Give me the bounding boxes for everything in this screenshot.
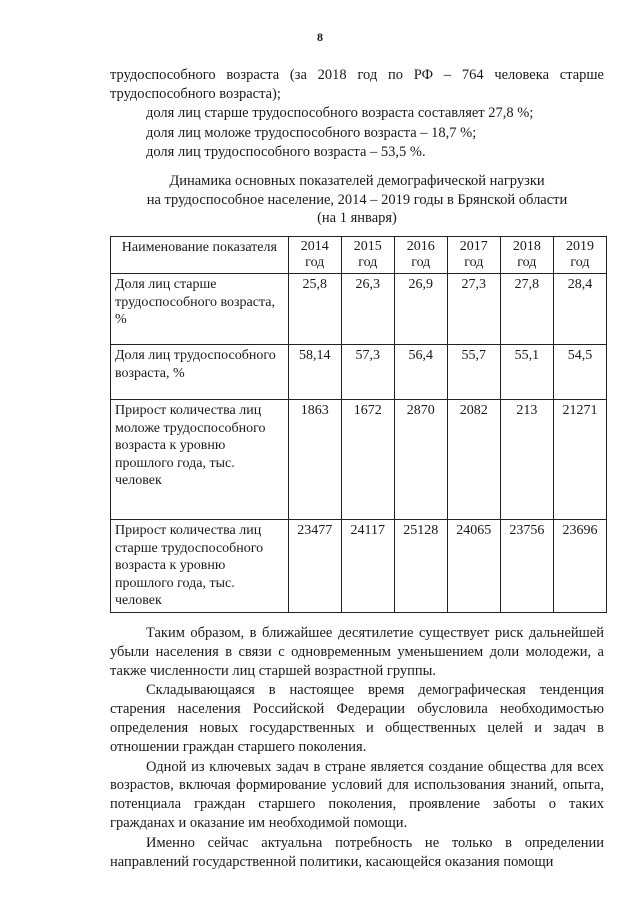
table-cell: 26,3 (341, 274, 394, 345)
table-cell: 54,5 (553, 345, 606, 400)
table-cell: 25128 (394, 520, 447, 613)
paragraph: Именно сейчас актуальна потребность не только в определении направлений государственной политики, касающейся оказания помощи (110, 834, 604, 870)
table-cell: 1863 (288, 400, 341, 520)
table-cell: 23696 (553, 520, 606, 613)
table-cell: 27,3 (447, 274, 500, 345)
table-header-row (111, 237, 607, 274)
column-header-year: 2018 год (500, 237, 553, 274)
paragraph: Одной из ключевых задач в стране является создание общества для всех возрастов, включая формирование условий для использования знаний, опыта, потенциала граждан старшего поколения, проявление заботы о таких гражданах и оказание им необходимой помощи. (110, 758, 604, 831)
table-cell: 57,3 (341, 345, 394, 400)
table-cell: 25,8 (288, 274, 341, 345)
table-cell: 55,1 (500, 345, 553, 400)
table-cell: 2082 (447, 400, 500, 520)
table-cell: 24117 (341, 520, 394, 613)
intro-item: доля лиц старше трудоспособного возраста составляет 27,8 %; (146, 105, 534, 122)
column-header-year: 2017 год (447, 237, 500, 274)
table-cell: 56,4 (394, 345, 447, 400)
table-cell: 55,7 (447, 345, 500, 400)
table-cell: 26,9 (394, 274, 447, 345)
row-label: Доля лиц трудоспособного возраста, % (111, 345, 289, 400)
column-header-year: 2014 год (288, 237, 341, 274)
table-cell: 27,8 (500, 274, 553, 345)
table-row (111, 400, 607, 520)
body-text (110, 624, 604, 872)
demographic-table (110, 236, 607, 613)
table-cell: 21271 (553, 400, 606, 520)
column-header-year: 2015 год (341, 237, 394, 274)
table-cell: 24065 (447, 520, 500, 613)
table-row (111, 345, 607, 400)
page-number: 8 (317, 30, 323, 44)
paragraph: Складывающаяся в настоящее время демографическая тенденция старения населения Российской Федерации обусловила необходимостью определения новых государственных и общественных целей и задач в отношении граждан старшего поколения. (110, 682, 604, 755)
column-header-year: 2019 год (553, 237, 606, 274)
table-cell: 1672 (341, 400, 394, 520)
paragraph: Таким образом, в ближайшее десятилетие существует риск дальнейшей убыли населения в связи с одновременным уменьшением доли молодежи, а также численности лиц старшей возрастной группы. (110, 625, 604, 679)
table-cell: 28,4 (553, 274, 606, 345)
table-title-line-3: (на 1 января) (317, 210, 397, 226)
table-cell: 213 (500, 400, 553, 520)
row-label: Доля лиц старше трудоспособного возраста, % (111, 274, 289, 345)
table-title-line-1: Динамика основных показателей демографической нагрузки (169, 173, 545, 189)
intro-item: доля лиц трудоспособного возраста – 53,5 %. (146, 143, 426, 160)
intro-item: доля лиц моложе трудоспособного возраста – 18,7 %; (146, 124, 477, 141)
table-cell: 23477 (288, 520, 341, 613)
column-header-year: 2016 год (394, 237, 447, 274)
table-cell: 58,14 (288, 345, 341, 400)
intro-line-1: трудоспособного возраста (за 2018 год по РФ – 764 человека старше (110, 67, 604, 83)
column-header-name: Наименование показателя (111, 237, 289, 274)
table-cell: 23756 (500, 520, 553, 613)
intro-line-1-tail: трудоспособного возраста); (110, 86, 281, 103)
intro-block (110, 66, 604, 162)
table-title (110, 172, 604, 228)
row-label: Прирост количества лиц моложе трудоспособного возраста к уровню прошлого года, тыс. человек (111, 400, 289, 520)
row-label: Прирост количества лиц старше трудоспособного возраста к уровню прошлого года, тыс. человек (111, 520, 289, 613)
table-row (111, 274, 607, 345)
table-row (111, 520, 607, 613)
table-cell: 2870 (394, 400, 447, 520)
table-title-line-2: на трудоспособное население, 2014 – 2019 годы в Брянской области (146, 191, 568, 208)
